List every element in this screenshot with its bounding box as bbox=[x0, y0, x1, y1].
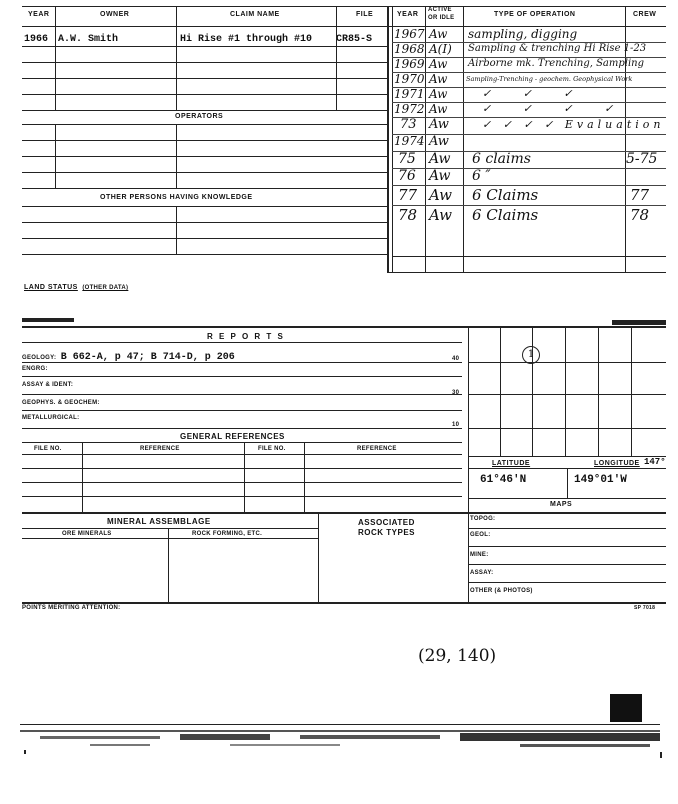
assay-label: ASSAY & IDENT: bbox=[22, 382, 74, 388]
latitude-label: LATITUDE bbox=[492, 460, 531, 467]
operation-status: Aw bbox=[429, 87, 448, 101]
header-file: FILE bbox=[356, 11, 374, 18]
map-item-mine: MINE: bbox=[470, 552, 489, 558]
engrg-label: ENGRG: bbox=[22, 366, 48, 372]
operation-year: 1969 bbox=[394, 57, 425, 71]
col-reference: REFERENCE bbox=[140, 446, 180, 452]
entry-claim-name: Hi Rise #1 through #10 bbox=[180, 34, 313, 45]
map-item-topog: TOPOG: bbox=[470, 516, 496, 522]
points-meriting-attention: POINTS MERITING ATTENTION: bbox=[22, 605, 121, 611]
entry-owner: A.W. Smith bbox=[58, 34, 119, 45]
header-type-of-operation: TYPE OF OPERATION bbox=[494, 11, 576, 18]
operators-label: OPERATORS bbox=[175, 113, 224, 120]
operation-status: Aw bbox=[429, 72, 448, 86]
operation-status: Aw bbox=[429, 117, 449, 132]
coordinate-note: (29, 140) bbox=[418, 646, 497, 666]
header-year-ops: YEAR bbox=[397, 11, 419, 18]
operation-type: sampling, digging bbox=[468, 27, 578, 41]
ore-minerals-label: ORE MINERALS bbox=[62, 531, 112, 537]
operation-row bbox=[392, 42, 666, 58]
operation-year: 1970 bbox=[394, 72, 425, 86]
operation-row bbox=[392, 87, 666, 103]
geology-value: B 662-A, p 47; B 714-D, p 206 bbox=[60, 352, 235, 363]
geology-row: GEOLOGY: B 662-A, p 47; B 714-D, p 206 bbox=[22, 352, 235, 363]
operation-type: 6 Claims bbox=[472, 206, 539, 224]
operation-crew: 78 bbox=[630, 206, 650, 224]
operation-status: Aw bbox=[429, 134, 449, 149]
general-references-title: GENERAL REFERENCES bbox=[180, 432, 285, 441]
operation-type: 6 Claims bbox=[472, 186, 539, 204]
operation-status: Aw bbox=[429, 27, 448, 41]
associated-label: ASSOCIATED bbox=[358, 518, 415, 527]
operation-row bbox=[392, 151, 666, 169]
operation-row bbox=[392, 134, 666, 152]
operation-year: 1968 bbox=[394, 42, 425, 56]
operation-crew: 5-75 bbox=[626, 151, 658, 167]
operation-year: 73 bbox=[400, 117, 417, 132]
map-item-geol: GEOL: bbox=[470, 532, 491, 538]
operation-year: 75 bbox=[398, 151, 416, 167]
operation-status: Aw bbox=[429, 168, 451, 184]
top-section bbox=[0, 0, 678, 290]
operation-type: Sampling & trenching Hi Rise 1-23 bbox=[468, 43, 647, 54]
mineral-assemblage-title: MINERAL ASSEMBLAGE bbox=[107, 517, 211, 526]
operation-status: Aw bbox=[429, 206, 452, 224]
form-number: SP 7018 bbox=[634, 605, 656, 611]
reports-title: R E P O R T S bbox=[207, 332, 285, 341]
operation-row bbox=[392, 57, 666, 73]
operation-status: Aw bbox=[429, 186, 452, 204]
latitude-value: 61°46'N bbox=[480, 474, 527, 486]
operation-row bbox=[392, 72, 666, 88]
header-active: ACTIVE bbox=[428, 7, 452, 13]
operation-status: Aw bbox=[429, 57, 448, 71]
longitude-value: 149°01'W bbox=[574, 474, 627, 486]
header-year: YEAR bbox=[28, 11, 50, 18]
operation-year: 76 bbox=[398, 168, 416, 184]
longitude-label: LONGITUDE bbox=[594, 460, 640, 467]
header-claim-name: CLAIM NAME bbox=[230, 11, 280, 18]
entry-year: 1966 bbox=[24, 34, 49, 45]
margin-number: 10 bbox=[452, 422, 460, 428]
map-item-other: OTHER (& PHOTOS) bbox=[470, 588, 533, 594]
operation-row bbox=[392, 185, 666, 206]
entry-file: CR85-S bbox=[336, 34, 373, 45]
col-file-no: FILE NO. bbox=[34, 446, 62, 452]
rock-types-label: ROCK TYPES bbox=[358, 528, 416, 537]
operation-type: 6 claims bbox=[472, 151, 531, 167]
col-reference-2: REFERENCE bbox=[357, 446, 397, 452]
land-status-heading: LAND STATUS (OTHER DATA) bbox=[24, 284, 129, 291]
operation-row bbox=[392, 27, 666, 43]
margin-number: 30 bbox=[452, 390, 460, 396]
header-owner: OWNER bbox=[100, 11, 130, 18]
scan-artifact bbox=[0, 690, 678, 770]
operation-type: ✓ ✓ ✓ bbox=[482, 87, 587, 100]
operation-crew: 77 bbox=[630, 186, 650, 204]
operation-type: 6 ″ bbox=[472, 168, 491, 184]
operation-row bbox=[392, 205, 666, 225]
operation-year: 1971 bbox=[394, 87, 425, 101]
operation-status: Aw bbox=[429, 102, 448, 116]
metallurgical-label: METALLURGICAL: bbox=[22, 415, 80, 421]
operation-row bbox=[392, 117, 666, 135]
reports-section bbox=[22, 318, 666, 611]
other-persons-label: OTHER PERSONS HAVING KNOWLEDGE bbox=[100, 194, 253, 201]
operation-year: 1972 bbox=[394, 102, 425, 116]
header-or-idle: OR IDLE bbox=[428, 15, 455, 21]
operation-status: Aw bbox=[429, 151, 451, 167]
operation-year: 78 bbox=[398, 206, 418, 224]
operation-type: Airborne mk. Trenching, Sampling bbox=[468, 58, 645, 69]
map-item-assay: ASSAY: bbox=[470, 570, 494, 576]
operation-year: 77 bbox=[398, 186, 418, 204]
geophys-label: GEOPHYS. & GEOCHEM: bbox=[22, 400, 100, 406]
operation-type: ✓ ✓ ✓ ✓ bbox=[482, 102, 628, 115]
operation-row bbox=[392, 168, 666, 186]
operation-status: A(I) bbox=[429, 42, 452, 56]
operation-type: Sampling-Trenching - geochem. Geophysical Work bbox=[466, 75, 633, 83]
margin-number: 40 bbox=[452, 356, 460, 362]
header-crew: CREW bbox=[633, 11, 657, 18]
grid-mark: 1 bbox=[522, 346, 540, 364]
maps-title: MAPS bbox=[550, 501, 573, 508]
operation-row bbox=[392, 102, 666, 118]
operation-year: 1974 bbox=[394, 134, 425, 148]
col-file-no-2: FILE NO. bbox=[258, 446, 286, 452]
operation-year: 1967 bbox=[394, 27, 425, 41]
rock-forming-label: ROCK FORMING, ETC. bbox=[192, 531, 263, 537]
operation-type: ✓ ✓ ✓ ✓ Evaluation bbox=[482, 118, 665, 131]
longitude-extra: 147° bbox=[644, 457, 666, 467]
